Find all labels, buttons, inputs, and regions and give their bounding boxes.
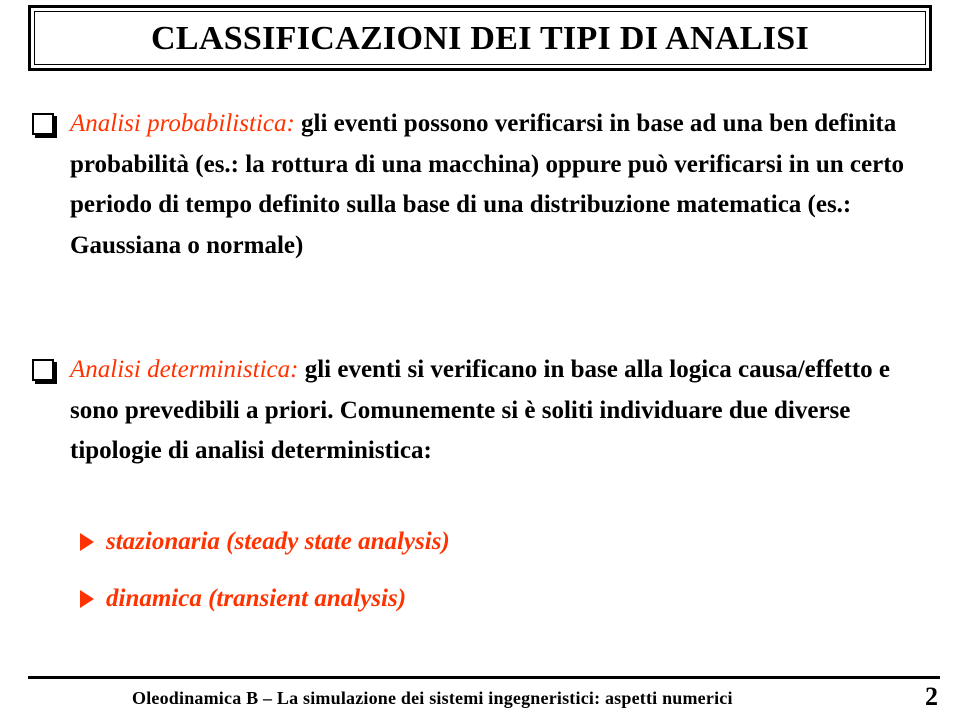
sub-item-transient	[80, 585, 406, 613]
sub-item-steady-state	[80, 528, 450, 556]
right-arrow-bullet-icon	[80, 533, 94, 551]
bullet-term: Analisi deterministica:	[70, 356, 299, 383]
footer-text: Oleodinamica B – La simulazione dei sistemi ingegneristici: aspetti numerici	[132, 688, 733, 708]
page-number: 2	[925, 682, 938, 711]
bullet-body: gli eventi si verificano in base alla logica causa/effetto e sono prevedibili a priori. Comunemente si è soliti individuare due diverse tipologie di analisi deterministica:	[70, 356, 891, 464]
bullet-probabilistic	[28, 104, 908, 266]
bullet-term: Analisi probabilistica:	[70, 110, 295, 137]
footer-divider	[28, 676, 940, 679]
bullet-body: gli eventi possono verificarsi in base ad una ben definita probabilità (es.: la rottura di una macchina) oppure può verificarsi in un certo periodo di tempo definito sulla base di una distribuzione matematica (es.: Gaussiana o normale)	[70, 110, 905, 259]
sub-item-label: dinamica (transient analysis)	[106, 585, 407, 612]
hollow-square-bullet-icon	[32, 113, 54, 135]
hollow-square-bullet-icon	[32, 359, 54, 381]
sub-item-label: stazionaria (steady state analysis)	[106, 528, 450, 555]
slide-title: CLASSIFICAZIONI DEI TIPI DI ANALISI	[151, 20, 809, 57]
bullet-deterministic	[28, 350, 908, 472]
right-arrow-bullet-icon	[80, 590, 94, 608]
bullet-text	[70, 350, 908, 472]
title-frame	[28, 5, 932, 71]
bullet-text	[70, 104, 908, 266]
